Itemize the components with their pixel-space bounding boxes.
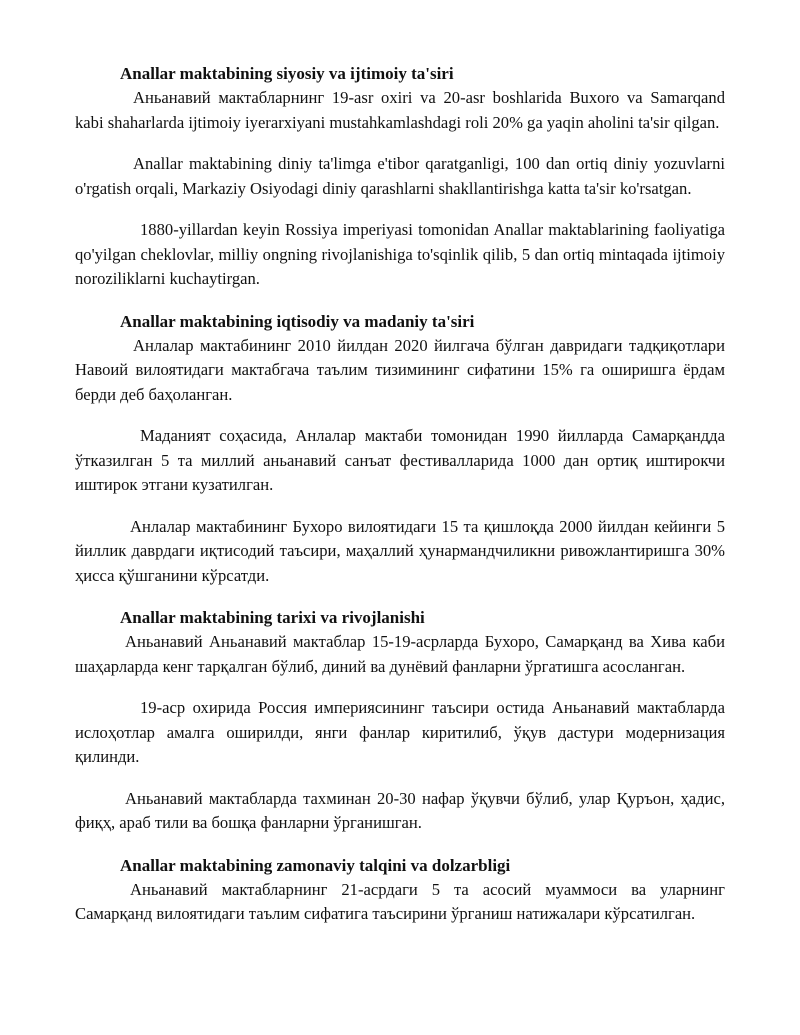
section-political-social [75,62,725,292]
paragraph: Маданият соҳасида, Анлалар мактаби томонидан 1990 йилларда Самарқандда ўтказилган 5 та миллий аньанавий санъат фестивалларида 1000 дан ортиқ иштирокчи иштирок этгани кузатилган. [75,426,725,494]
section-heading: Anallar maktabining iqtisodiy va madaniy ta'siri [120,311,475,331]
paragraph: Аньанавий мактабларнинг 21-асрдаги 5 та асосий муаммоси ва уларнинг Самарқанд вилоятидаги таълим сифатига таъсирини ўрганиш натижалари кўрсатилган. [75,879,725,923]
section-economic-cultural [75,310,725,589]
section-history-development [75,606,725,836]
paragraph: Anallar maktabining diniy ta'limga e'tibor qaratganligi, 100 dan ortiq diniy yozuvlarni o'rgatish orqali, Markaziy Osiyodagi diniy qarashlarni shakllantirishga katta ta'sir ko'rsatgan. [75,154,725,198]
section-heading: Anallar maktabining zamonaviy talqini va dolzarbligi [120,855,511,875]
paragraph: Анлалар мактабининг 2010 йилдан 2020 йилгача бўлган давридаги тадқиқотлари Навоий вилоятидаги мактабгача таълим тизимининг сифатини 15% га оширишга ёрдам берди деб баҳоланган. [75,335,725,404]
section-heading: Anallar maktabining siyosiy va ijtimoiy ta'siri [120,64,454,83]
document-page [75,62,725,927]
paragraph: Аньанавий мактабларнинг 19-asr oxiri va 20-asr boshlarida Buxoro va Samarqand kabi shaharlarda ijtimoiy iyerarxiyani mustahkamlashdagi roli 20% ga yaqin aholini ta'sir qilgan. [75,88,725,132]
paragraph: Анлалар мактабининг Бухоро вилоятидаги 15 та қишлоқда 2000 йилдан кейинги 5 йиллик даврдаги иқтисодий таъсири, маҳаллий ҳунармандчиликни ривожлантиришга 30% ҳисса қўшганини кўрсатди. [75,516,725,585]
paragraph: Аньанавий мактабларда тахминан 20-30 нафар ўқувчи бўлиб, улар Қуръон, ҳадис, фиқҳ, араб тили ва бошқа фанларни ўрганишган. [75,788,725,832]
paragraph: 1880-yillardan keyin Rossiya imperiyasi tomonidan Anallar maktablarining faoliyatiga qo'yilgan cheklovlar, milliy ongning rivojlanishiga to'sqinlik qilib, 5 dan ortiq mintaqada ijtimoiy noroziliklarni kuchaytirgan. [75,220,725,288]
paragraph: 19-аср охирида Россия империясининг таъсири остида Аньанавий мактабларда ислоҳотлар амалга оширилди, янги фанлар киритилиб, ўқув дастури модернизация қилинди. [75,698,725,766]
section-modern-relevance [75,854,725,927]
section-heading: Anallar maktabining tarixi va rivojlanishi [120,608,425,627]
paragraph: Аньанавий Аньанавий мактаблар 15-19-асрларда Бухоро, Самарқанд ва Хива каби шаҳарларда кенг тарқалган бўлиб, диний ва дунёвий фанларни ўргатишга асосланган. [75,632,725,676]
